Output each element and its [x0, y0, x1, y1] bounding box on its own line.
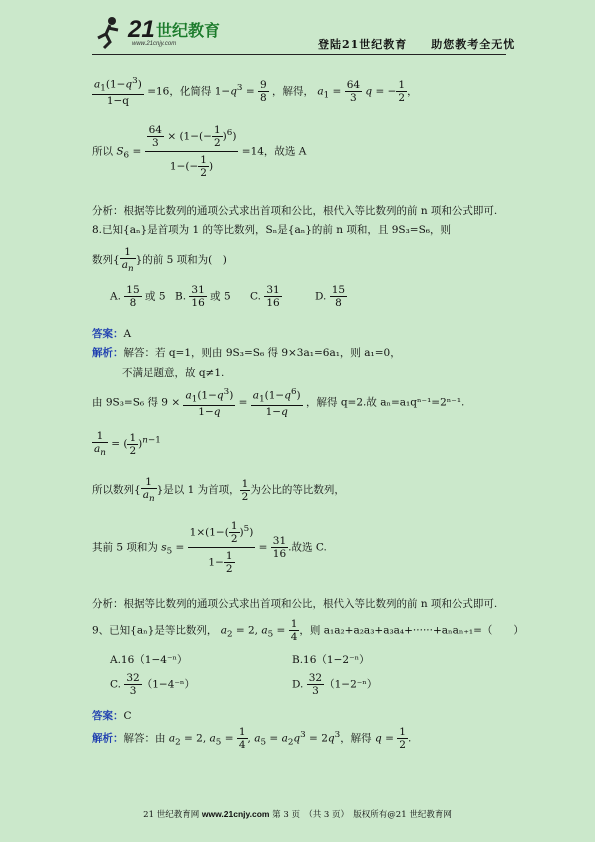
page-footer: [0, 808, 595, 820]
intro-a1: a: [317, 85, 324, 98]
q9-stem-post: ，则 a₁a₂+a₂a₃+a₃a₄+······+aₙaₙ₊₁=（ ）: [299, 624, 524, 637]
q9-stem: 9、已知{aₙ}是等比数列， $a_2 = 2$, $a_5$ = $\frac{1}{4}$ ，则 a₁a₂+a₂a₃+a₃a₄+······+aₙaₙ₊₁=（ ）: [92, 618, 524, 643]
q8-solution-6: 其前 5 项和为 $s_5$ = 1×(1−( $\frac{1}{2}$ )$^5$) 1− $\frac{1}{2}$ = $\frac{31}{16}$ .故选 C.: [92, 520, 327, 575]
footer-right: 第 3 页 （共 3 页） 版权所有@21 世纪教育网: [272, 810, 452, 820]
q8-option-d[interactable]: D. $\frac{15}{8}$: [315, 284, 346, 309]
q9-option-b[interactable]: B.16（1−2⁻ⁿ）: [292, 654, 370, 666]
q8-answer-value: A: [123, 328, 132, 340]
intro-eq1-tail: =16，化简得: [147, 85, 212, 98]
q8-sol3-pre: 由 9S₃=S₆ 得: [92, 396, 158, 409]
q8-solution-4: $\frac{1}{a_n}$ = ( $\frac{1}{2}$ )$^{n-1}$: [94, 430, 161, 459]
logo-text: 世纪教育: [156, 21, 221, 40]
q8-solution-3: 由 9S₃=S₆ 得 9 × $\frac{a_1(1-q^3)}{1-q}$ = $\frac{a_1(1-q^6)}{1-q}$ ，解得 q=2.故 aₙ=a₁qⁿ⁻¹=2ⁿ⁻¹.: [92, 387, 465, 418]
q8-line2-post: }的前 5 项和为( ): [135, 254, 227, 267]
q9-option-d[interactable]: D. $\frac{32}{3}$ （1−2⁻ⁿ）: [292, 672, 378, 697]
q8-sol5-post: 为公比的等比数列，: [250, 484, 345, 497]
intro-s6-label: 所以: [92, 145, 113, 158]
intro-s6: 所以 $S_6$ = $\frac{64}{3}$ × (1−(− $\frac{1}{2}$ )$^6$) 1−(− $\frac{1}{2}$ ) =14，故选 A: [92, 124, 307, 179]
q9-option-c-label: C.: [110, 678, 121, 691]
q9-option-d-tail: （1−2⁻ⁿ）: [324, 678, 378, 691]
q8-line2-pre: 数列{: [92, 254, 120, 267]
q8-sol6-pre: 其前 5 项和为: [92, 541, 158, 554]
q9-solution-1: 解析：解答：由 $a_2 = 2$, $a_5$ = $\frac{1}{4}$ , $a_5 = a_2q^3 = 2q^3$，解得 q = $\frac{1}{2}$ .: [92, 726, 412, 751]
intro-eq1-solve: ，解得，: [272, 85, 315, 98]
q9-sol1-pre: 解答：由: [123, 732, 166, 745]
intro-comma: ，: [407, 85, 418, 98]
q8-solution-1: [92, 345, 401, 360]
q8-answer-label: 答案：: [92, 328, 124, 340]
q8-option-c[interactable]: C. $\frac{31}{16}$: [250, 284, 280, 309]
q8-solution-5: 所以数列{ $\frac{1}{a_n}$ }是以 1 为首项， $\frac{1}{2}$ 为公比的等比数列，: [92, 476, 345, 505]
logo-number: 21: [128, 16, 155, 43]
q8-option-c-label: C.: [250, 290, 261, 303]
q8-solution-line1: 解答：若 q=1，则由 9S₃=S₆ 得 9×3a₁=6a₁，则 a₁=0，: [123, 347, 401, 359]
q9-option-d-label: D.: [292, 678, 304, 691]
q9-stem-pre: 9、已知{aₙ}是等比数列，: [92, 624, 218, 637]
q9-option-c[interactable]: C. $\frac{32}{3}$ （1−4⁻ⁿ）: [110, 672, 195, 697]
intro-eq1: $\frac{a_1(1-q^3)}{1-q}$ =16，化简得 $1-q^3$ = $\frac{9}{8}$ ，解得， $a_1$ = $\frac{64}{3}$ q = − $\frac{1}{2}$ ，: [94, 76, 418, 107]
q8-option-b-or: 或 5: [210, 290, 231, 303]
q8-stem: 8.已知{aₙ}是首项为 1 的等比数列，Sₙ是{aₙ}的前 n 项和，且 9S₃=S₆，则: [92, 224, 451, 236]
q8-sol5-mid: }是以 1 为首项，: [156, 484, 240, 497]
header-divider: [92, 54, 506, 55]
q9-answer-label: 答案：: [92, 710, 124, 722]
analysis-7: 分析：根据等比数列的通项公式求出首项和公比，根代入等比数列的前 n 项和公式即可.: [92, 205, 498, 217]
q8-solution-label: 解析：: [92, 347, 124, 359]
footer-url[interactable]: www.21cnjy.com: [201, 809, 270, 819]
q9-option-c-tail: （1−4⁻ⁿ）: [141, 678, 195, 691]
q8-sol6-post: .故选 C.: [288, 541, 327, 554]
analysis-8: 分析：根据等比数列的通项公式求出首项和公比，根代入等比数列的前 n 项和公式即可.: [92, 598, 498, 610]
q8-solution-2: 不满足题意，故 q≠1.: [122, 367, 225, 379]
q9-solution-label: 解析：: [92, 732, 124, 745]
intro-eq1-denominator: 1−q: [106, 94, 130, 107]
header-slogan: 登陆21世纪教育 助您教考全无忧: [318, 38, 516, 51]
q8-option-a-or: 或 5: [144, 290, 166, 303]
logo-url: www.21cnjy.com: [132, 41, 177, 47]
q8-sol5-pre: 所以数列{: [92, 484, 141, 497]
q8-option-a-label: A.: [110, 290, 121, 303]
q8-option-b-label: B.: [175, 290, 187, 303]
runner-logo-icon: [92, 14, 128, 50]
q8-option-d-label: D.: [315, 290, 327, 303]
logo: [92, 12, 222, 52]
footer-left: 21 世纪教育网: [143, 810, 200, 820]
q9-option-a[interactable]: A.16（1−4⁻ⁿ）: [110, 654, 188, 666]
q8-option-b[interactable]: B. $\frac{31}{16}$ 或 5: [175, 284, 231, 309]
q8-answer: [92, 326, 131, 341]
q8-sol3-post: ，解得 q=2.故 aₙ=a₁qⁿ⁻¹=2ⁿ⁻¹.: [305, 396, 465, 409]
q9-answer: [92, 708, 132, 723]
q9-sol1-post: ，解得: [340, 732, 372, 745]
q8-option-a[interactable]: A. $\frac{15}{8}$ 或 5: [110, 284, 166, 309]
q9-answer-value: C: [123, 710, 132, 722]
q8-stem-line2: 数列{ $\frac{1}{a_n}$ }的前 5 项和为( ): [92, 246, 227, 275]
intro-s6-tail: =14，故选 A: [241, 145, 307, 158]
